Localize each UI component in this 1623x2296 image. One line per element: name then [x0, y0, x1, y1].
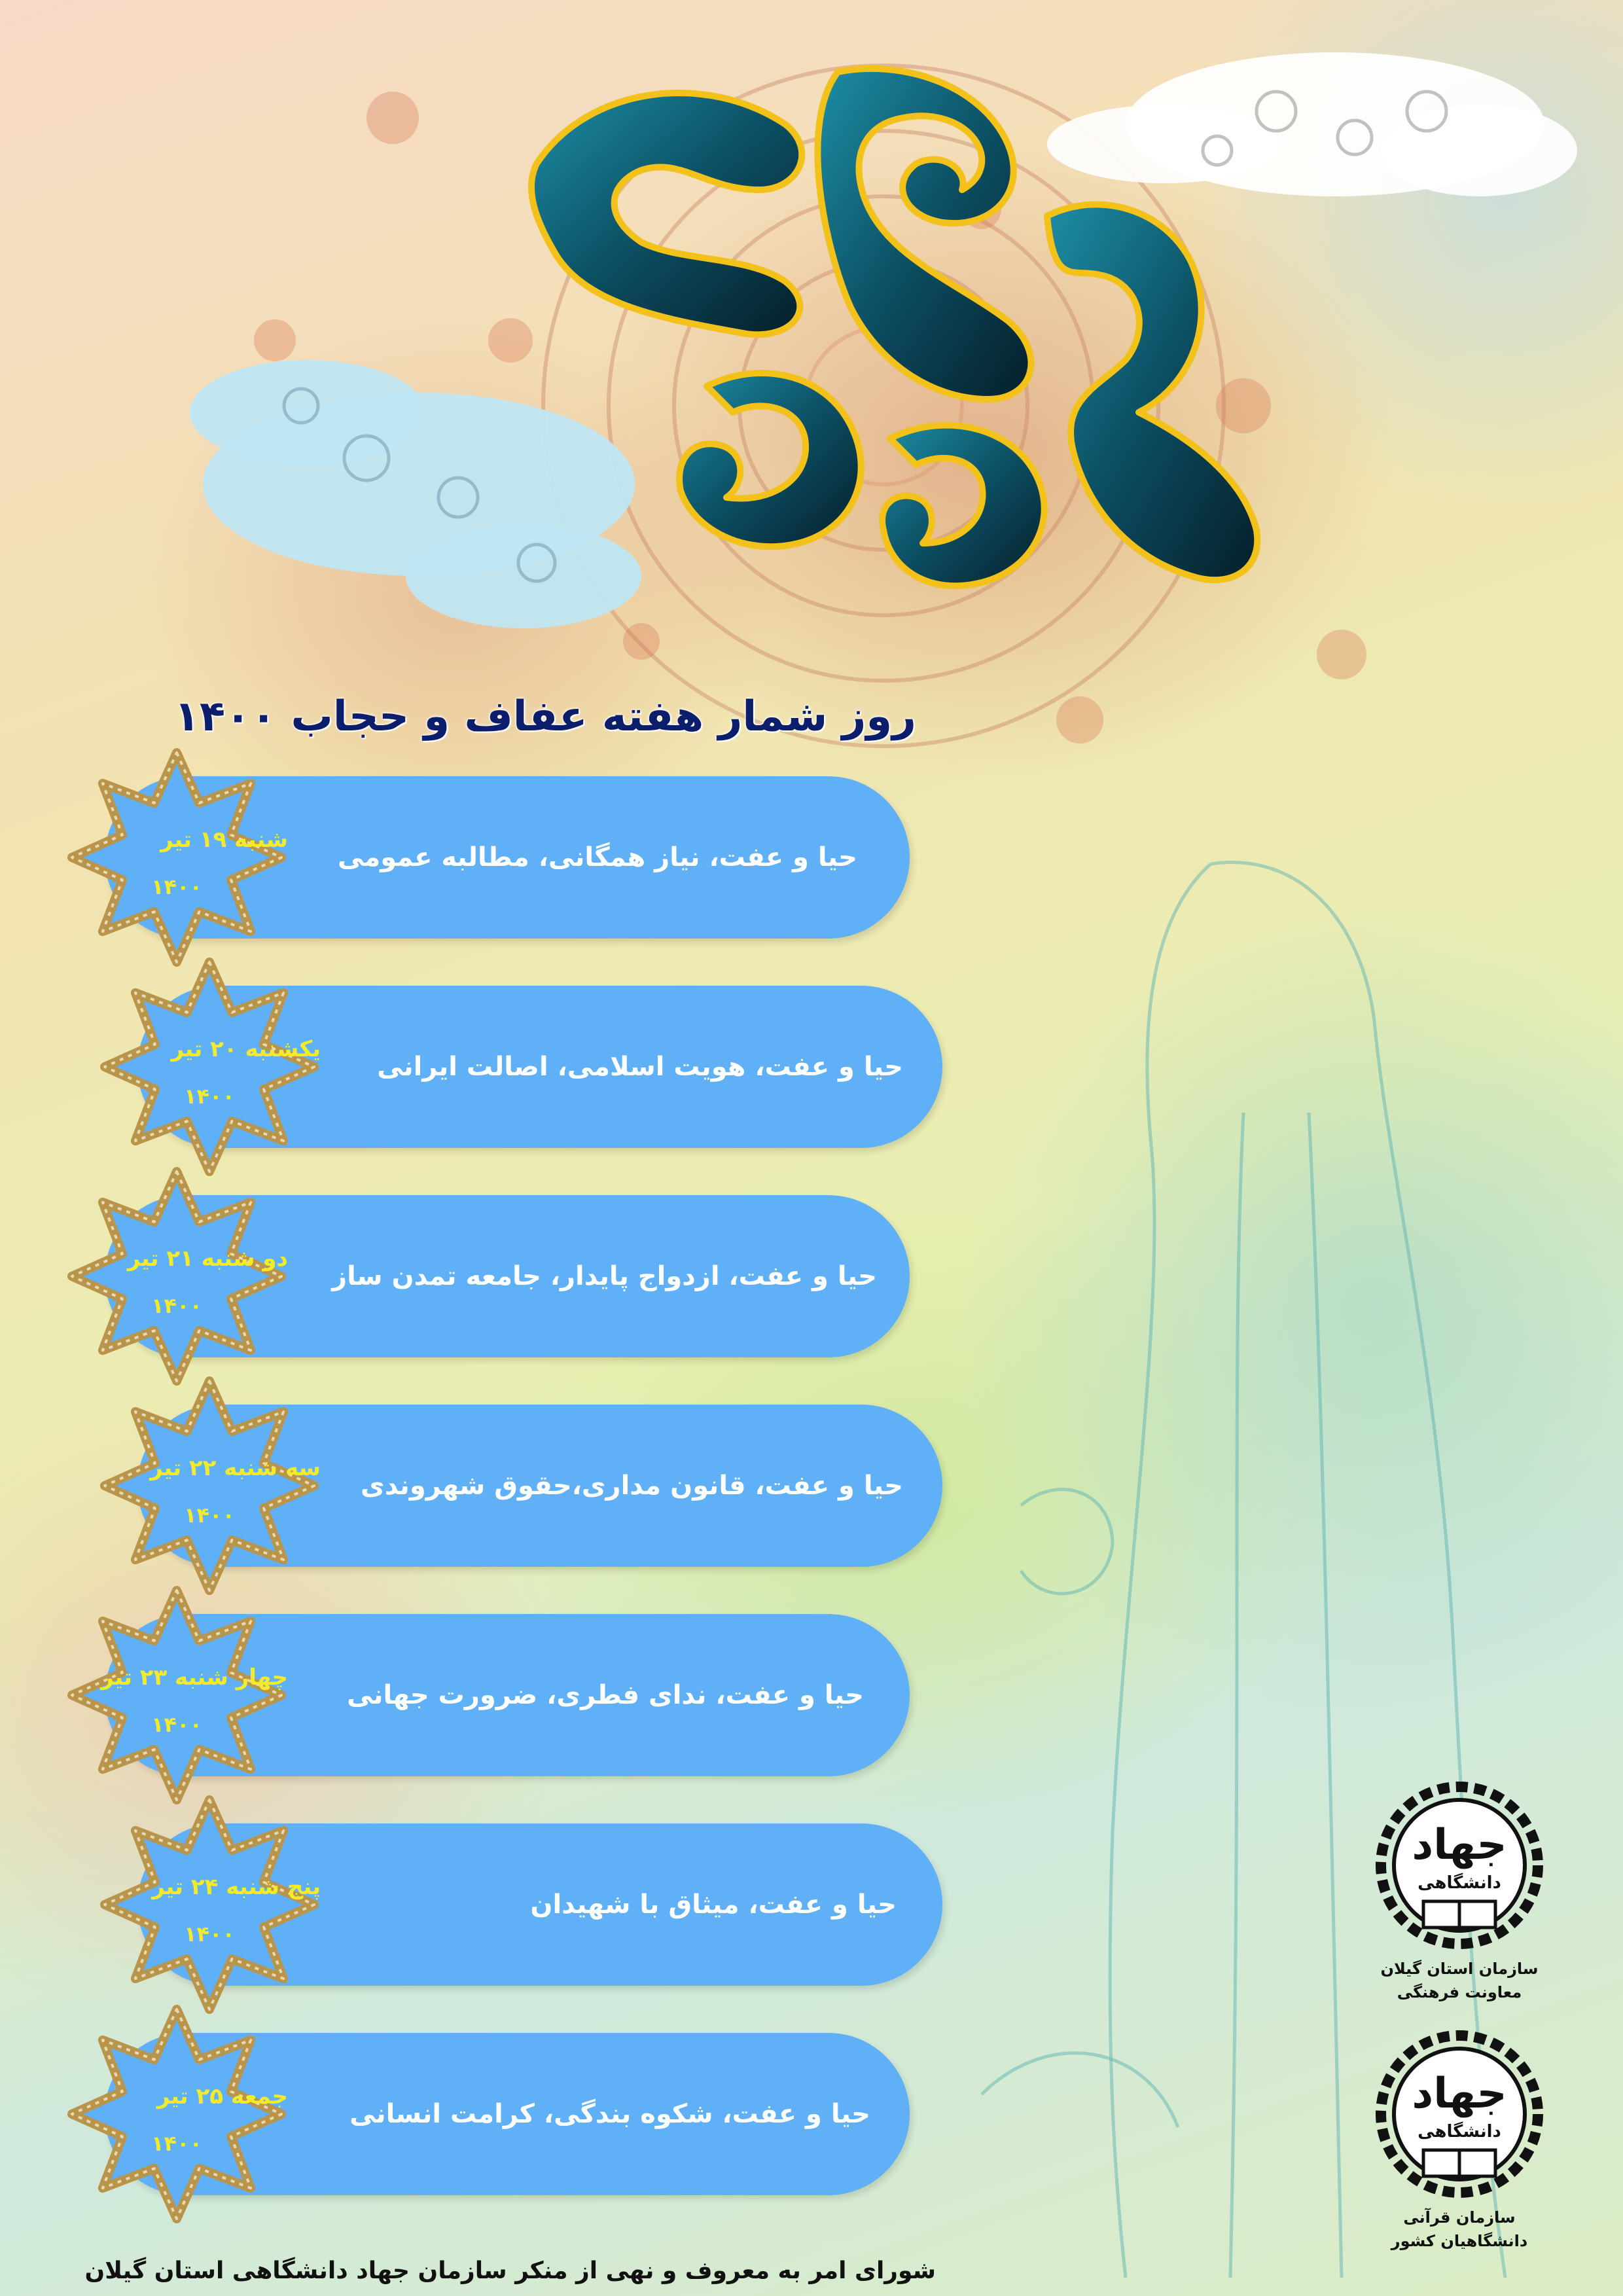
logo-1-sub: دانشگاهی [1418, 1873, 1501, 1893]
title-calligraphy [510, 46, 1309, 609]
item-4-text: حیا و عفت، قانون مداری،حقوق شهروندی [361, 1471, 903, 1501]
jahad-logo-quran [1361, 2016, 1558, 2291]
logo-1-line-2: معاونت فرهنگی [1397, 1983, 1522, 2001]
gear-emblem-icon [1361, 2016, 1558, 2199]
item-6-text: حیا و عفت، میثاق با شهیدان [530, 1890, 897, 1920]
item-5-text: حیا و عفت، ندای فطری، ضرورت جهانی [347, 1680, 864, 1710]
star-badge-icon [65, 1584, 288, 1806]
star-badge-icon [98, 956, 321, 1178]
item-7-text: حیا و عفت، شکوه بندگی، کرامت انسانی [349, 2099, 870, 2129]
star-badge-icon [65, 2003, 288, 2225]
item-7-day: جمعه ۲۵ تیر [156, 2083, 288, 2109]
item-5-day: چهار شنبه ۲۳ تیر [101, 1664, 288, 1691]
item-4-year: ۱۴۰۰ [183, 1503, 236, 1528]
date-badge-5 [65, 1584, 288, 1806]
date-badge-2 [98, 956, 321, 1178]
item-6-day: پنج شنبه ۲۴ تیر [152, 1874, 321, 1900]
item-2-day: یکشنبه ۲۰ تیر [171, 1036, 321, 1062]
footer-text: شورای امر به معروف و نهی از منکر سازمان جهاد دانشگاهی استان گیلان [84, 2257, 936, 2284]
item-6-year: ۱۴۰۰ [183, 1922, 236, 1946]
logo-2-sub: دانشگاهی [1418, 2122, 1501, 2142]
star-badge-icon [98, 1793, 321, 2016]
item-5-year: ۱۴۰۰ [151, 1712, 203, 1737]
date-badge-6 [98, 1793, 321, 2016]
star-badge-icon [98, 1374, 321, 1597]
logo-2-name: جهاد [1412, 2070, 1507, 2118]
item-1-year: ۱۴۰۰ [151, 874, 203, 899]
logo-2-line-2: دانشگاهیان کشور [1391, 2232, 1528, 2250]
date-badge-7 [65, 2003, 288, 2225]
item-4-day: سه شنبه ۲۲ تیر [150, 1455, 321, 1481]
item-1-text: حیا و عفت، نیاز همگانی، مطالبه عمومی [338, 842, 857, 872]
page-heading: روز شمار هفته عفاف و حجاب ۱۴۰۰ [173, 692, 916, 741]
logo-1-name: جهاد [1412, 1821, 1507, 1869]
date-badge-1 [65, 746, 288, 969]
item-3-day: دو شنبه ۲۱ تیر [127, 1246, 288, 1272]
date-badge-3 [65, 1165, 288, 1388]
item-2-text: حیا و عفت، هویت اسلامی، اصالت ایرانی [377, 1052, 903, 1082]
item-2-year: ۱۴۰۰ [183, 1084, 236, 1109]
item-1-day: شنبه ۱۹ تیر [160, 827, 288, 853]
star-badge-icon [65, 1165, 288, 1388]
item-3-text: حیا و عفت، ازدواج پایدار، جامعه تمدن ساز [332, 1261, 877, 1291]
gear-emblem-icon [1361, 1767, 1558, 1950]
star-badge-icon [65, 746, 288, 969]
item-7-year: ۱۴۰۰ [151, 2131, 203, 2156]
logo-2-line-1: سازمان قرآنی [1403, 2208, 1516, 2227]
date-badge-4 [98, 1374, 321, 1597]
item-3-year: ۱۴۰۰ [151, 1293, 203, 1318]
logo-1-line-1: سازمان استان گیلان [1380, 1960, 1539, 1978]
